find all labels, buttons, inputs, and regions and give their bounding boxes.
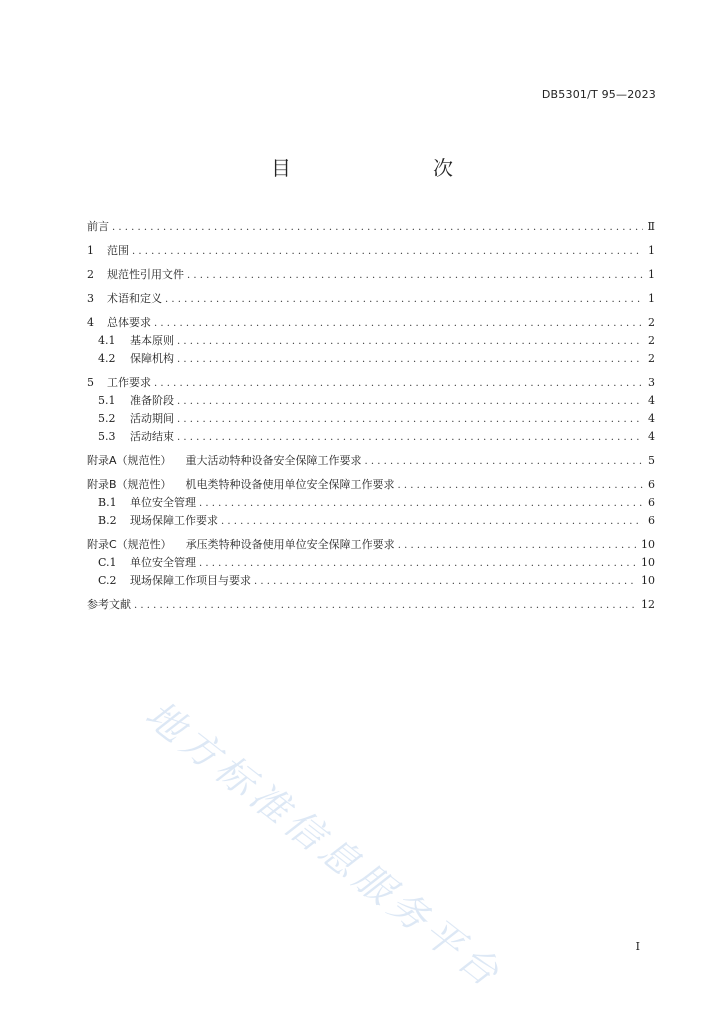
dot-leader xyxy=(177,432,643,443)
toc-entry-label xyxy=(130,572,254,588)
page-number: I xyxy=(635,940,640,953)
toc-entry-label xyxy=(87,596,134,612)
toc-entry-label xyxy=(130,554,199,570)
dot-leader xyxy=(365,456,643,467)
toc-entry-number: 2 xyxy=(87,268,94,281)
table-of-contents xyxy=(87,218,655,614)
dot-leader xyxy=(177,336,643,347)
toc-entry-number: C.2 xyxy=(98,574,117,587)
toc-entry-label xyxy=(130,494,199,510)
toc-entry-label xyxy=(130,332,177,348)
toc-entry-page: 6 xyxy=(648,478,655,491)
toc-entry-label xyxy=(107,242,132,258)
dot-leader xyxy=(199,558,637,569)
toc-entry-page: 10 xyxy=(641,556,655,569)
toc-entry-label-text: 前言 xyxy=(87,220,109,233)
toc-entry-page: 6 xyxy=(648,496,655,509)
toc-entry-label xyxy=(130,392,177,408)
toc-entry-label xyxy=(107,374,154,390)
toc-entry-label xyxy=(130,428,177,444)
toc-entry-label-text: 总体要求 xyxy=(107,316,151,329)
standard-code: DB5301/T 95—2023 xyxy=(541,88,656,101)
toc-entry-label-text: 单位安全管理 xyxy=(130,556,196,569)
toc-entry[interactable] xyxy=(87,596,655,614)
toc-entry[interactable] xyxy=(87,218,655,236)
toc-entry-appendix-title: 机电类特种设备使用单位安全保障工作要求 xyxy=(185,478,395,491)
toc-entry-label xyxy=(107,266,187,282)
dot-leader xyxy=(177,414,643,425)
toc-entry-page: 3 xyxy=(648,376,655,389)
dot-leader xyxy=(154,378,643,389)
toc-entry[interactable] xyxy=(87,332,655,350)
toc-entry-label xyxy=(87,452,365,468)
toc-entry-number: B.2 xyxy=(98,514,117,527)
toc-entry-appendix-title: 承压类特种设备使用单位安全保障工作要求 xyxy=(185,538,395,551)
toc-entry[interactable] xyxy=(87,572,655,590)
toc-entry[interactable] xyxy=(87,494,655,512)
watermark: 地方标准信息服务平台 xyxy=(137,692,512,998)
toc-entry-label-text: 保障机构 xyxy=(130,352,174,365)
dot-leader xyxy=(187,270,643,281)
toc-entry-page: 12 xyxy=(641,598,655,611)
toc-entry-label-text: 活动期间 xyxy=(130,412,174,425)
dot-leader xyxy=(177,396,643,407)
toc-entry-page: 1 xyxy=(648,244,655,257)
toc-entry-label xyxy=(107,314,154,330)
toc-entry-page: 6 xyxy=(648,514,655,527)
toc-entry[interactable] xyxy=(87,374,655,392)
toc-entry-label-text: 附录A（规范性） xyxy=(87,454,172,467)
toc-entry-label-text: 单位安全管理 xyxy=(130,496,196,509)
toc-entry-number: 3 xyxy=(87,292,94,305)
dot-leader xyxy=(112,222,643,233)
toc-entry[interactable] xyxy=(87,452,655,470)
toc-entry-label-text: 附录C（规范性） xyxy=(87,538,172,551)
toc-entry-number: 4 xyxy=(87,316,94,329)
toc-entry-page: 10 xyxy=(641,574,655,587)
toc-entry-number: C.1 xyxy=(98,556,117,569)
toc-entry[interactable] xyxy=(87,266,655,284)
toc-entry[interactable] xyxy=(87,410,655,428)
toc-entry-label-text: 准备阶段 xyxy=(130,394,174,407)
dot-leader xyxy=(154,318,643,329)
page-title: 目 次 xyxy=(271,156,487,180)
toc-entry[interactable] xyxy=(87,350,655,368)
toc-entry[interactable] xyxy=(87,428,655,446)
toc-entry[interactable] xyxy=(87,242,655,260)
toc-entry-number: B.1 xyxy=(98,496,117,509)
toc-entry[interactable] xyxy=(87,554,655,572)
toc-entry-number: 5.3 xyxy=(98,430,116,443)
dot-leader xyxy=(177,354,643,365)
toc-entry-page: 5 xyxy=(648,454,655,467)
toc-entry-label-text: 附录B（规范性） xyxy=(87,478,172,491)
dot-leader xyxy=(398,540,637,551)
toc-entry-label-text: 规范性引用文件 xyxy=(107,268,184,281)
toc-entry-label-text: 范围 xyxy=(107,244,129,257)
toc-entry-label-text: 活动结束 xyxy=(130,430,174,443)
toc-entry-label xyxy=(130,410,177,426)
toc-entry-page: 1 xyxy=(648,292,655,305)
toc-entry-page: 4 xyxy=(648,394,655,407)
toc-entry-page: 4 xyxy=(648,412,655,425)
dot-leader xyxy=(254,576,637,587)
toc-entry-label-text: 现场保障工作要求 xyxy=(130,514,218,527)
dot-leader xyxy=(165,294,643,305)
toc-entry-number: 4.1 xyxy=(98,334,116,347)
toc-entry-number: 5.1 xyxy=(98,394,116,407)
toc-entry-number: 5.2 xyxy=(98,412,116,425)
toc-entry-page: 1 xyxy=(648,268,655,281)
toc-entry-page: 10 xyxy=(641,538,655,551)
dot-leader xyxy=(132,246,643,257)
toc-entry-label xyxy=(107,290,165,306)
toc-entry[interactable] xyxy=(87,512,655,530)
toc-entry-number: 5 xyxy=(87,376,94,389)
toc-entry-label-text: 术语和定义 xyxy=(107,292,162,305)
toc-entry-page: 2 xyxy=(648,334,655,347)
toc-entry[interactable] xyxy=(87,290,655,308)
toc-entry-label-text: 工作要求 xyxy=(107,376,151,389)
dot-leader xyxy=(199,498,643,509)
toc-entry[interactable] xyxy=(87,476,655,494)
toc-entry-label xyxy=(87,476,398,492)
toc-entry-label xyxy=(130,350,177,366)
toc-entry[interactable] xyxy=(87,314,655,332)
dot-leader xyxy=(221,516,643,527)
toc-entry-label-text: 基本原则 xyxy=(130,334,174,347)
toc-entry-appendix-title: 重大活动特种设备安全保障工作要求 xyxy=(185,454,362,467)
toc-entry[interactable] xyxy=(87,536,655,554)
dot-leader xyxy=(134,600,637,611)
toc-entry-page: Ⅱ xyxy=(647,220,655,233)
toc-entry-page: 4 xyxy=(648,430,655,443)
toc-entry-label-text: 现场保障工作项目与要求 xyxy=(130,574,251,587)
toc-entry-label xyxy=(87,218,112,234)
toc-entry-number: 4.2 xyxy=(98,352,116,365)
toc-entry-label xyxy=(87,536,398,552)
toc-entry-page: 2 xyxy=(648,352,655,365)
toc-entry[interactable] xyxy=(87,392,655,410)
toc-entry-page: 2 xyxy=(648,316,655,329)
toc-entry-number: 1 xyxy=(87,244,94,257)
toc-entry-label-text: 参考文献 xyxy=(87,598,131,611)
toc-entry-label xyxy=(130,512,221,528)
dot-leader xyxy=(398,480,643,491)
